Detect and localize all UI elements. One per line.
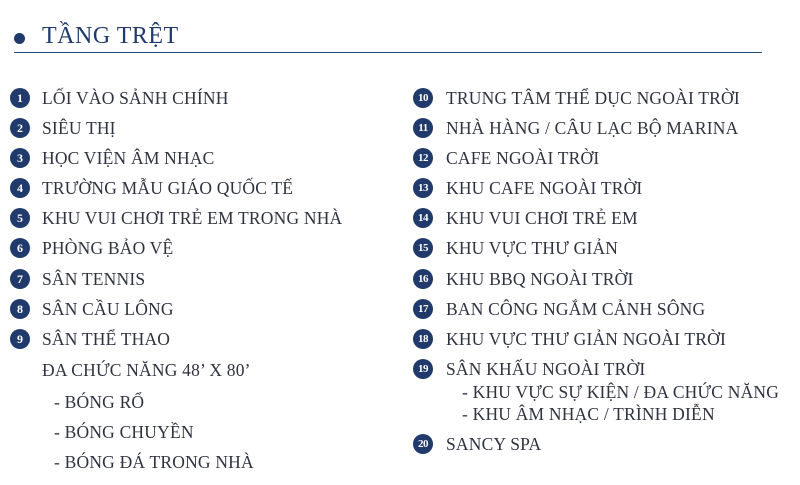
number-badge: 12: [413, 148, 433, 168]
legend-subline: ĐA CHỨC NĂNG 48’ X 80’: [42, 360, 251, 380]
number-badge: 1: [10, 88, 30, 108]
legend-label: NHÀ HÀNG / CÂU LẠC BỘ MARINA: [446, 118, 739, 138]
legend-subitem: - BÓNG RỔ: [54, 392, 145, 412]
number-badge: 6: [10, 238, 30, 258]
number-badge: 17: [413, 299, 433, 319]
legend-subitem: - KHU VỰC SỰ KIỆN / ĐA CHỨC NĂNG: [462, 382, 780, 402]
legend-label: TRUNG TÂM THỂ DỤC NGOÀI TRỜI: [446, 88, 740, 108]
number-badge: 19: [413, 359, 433, 379]
number-badge: 9: [10, 329, 30, 349]
number-badge: 16: [413, 269, 433, 289]
number-badge: 5: [10, 208, 30, 228]
legend-label: SIÊU THỊ: [42, 118, 116, 138]
page-title: TẦNG TRỆT: [42, 23, 179, 49]
bullet-dot-icon: [14, 33, 25, 44]
legend-label: KHU VUI CHƠI TRẺ EM: [446, 208, 638, 228]
legend-label: CAFE NGOÀI TRỜI: [446, 148, 600, 168]
number-badge: 10: [413, 88, 433, 108]
legend-label: LỐI VÀO SẢNH CHÍNH: [42, 88, 229, 108]
legend-subitem: - BÓNG ĐÁ TRONG NHÀ: [54, 452, 254, 472]
legend-label: PHÒNG BẢO VỆ: [42, 238, 174, 258]
number-badge: 8: [10, 299, 30, 319]
number-badge: 11: [413, 118, 433, 138]
legend-label: SÂN KHẤU NGOÀI TRỜI: [446, 359, 646, 379]
legend-subitem: - KHU ÂM NHẠC / TRÌNH DIỄN: [462, 404, 715, 424]
section-header: [14, 22, 762, 53]
number-badge: 14: [413, 208, 433, 228]
number-badge: 13: [413, 178, 433, 198]
legend-label: SÂN THỂ THAO: [42, 329, 171, 349]
legend-label: SÂN TENNIS: [42, 269, 146, 289]
number-badge: 2: [10, 118, 30, 138]
legend-label: HỌC VIỆN ÂM NHẠC: [42, 148, 215, 168]
legend-label: SANCY SPA: [446, 434, 542, 454]
legend-label: KHU VUI CHƠI TRẺ EM TRONG NHÀ: [42, 208, 343, 228]
number-badge: 18: [413, 329, 433, 349]
legend-label: TRƯỜNG MẪU GIÁO QUỐC TẾ: [42, 178, 294, 198]
number-badge: 15: [413, 238, 433, 258]
legend-label: KHU BBQ NGOÀI TRỜI: [446, 269, 634, 289]
legend-label: KHU VỰC THƯ GIẢN: [446, 238, 619, 258]
number-badge: 3: [10, 148, 30, 168]
legend-label: SÂN CẦU LÔNG: [42, 299, 174, 319]
number-badge: 20: [413, 434, 433, 454]
number-badge: 4: [10, 178, 30, 198]
legend-label: BAN CÔNG NGẮM CẢNH SÔNG: [446, 299, 706, 319]
legend-label: KHU VỰC THƯ GIẢN NGOÀI TRỜI: [446, 329, 726, 349]
legend-label: KHU CAFE NGOÀI TRỜI: [446, 178, 643, 198]
legend-subitem: - BÓNG CHUYỀN: [54, 422, 194, 442]
number-badge: 7: [10, 269, 30, 289]
